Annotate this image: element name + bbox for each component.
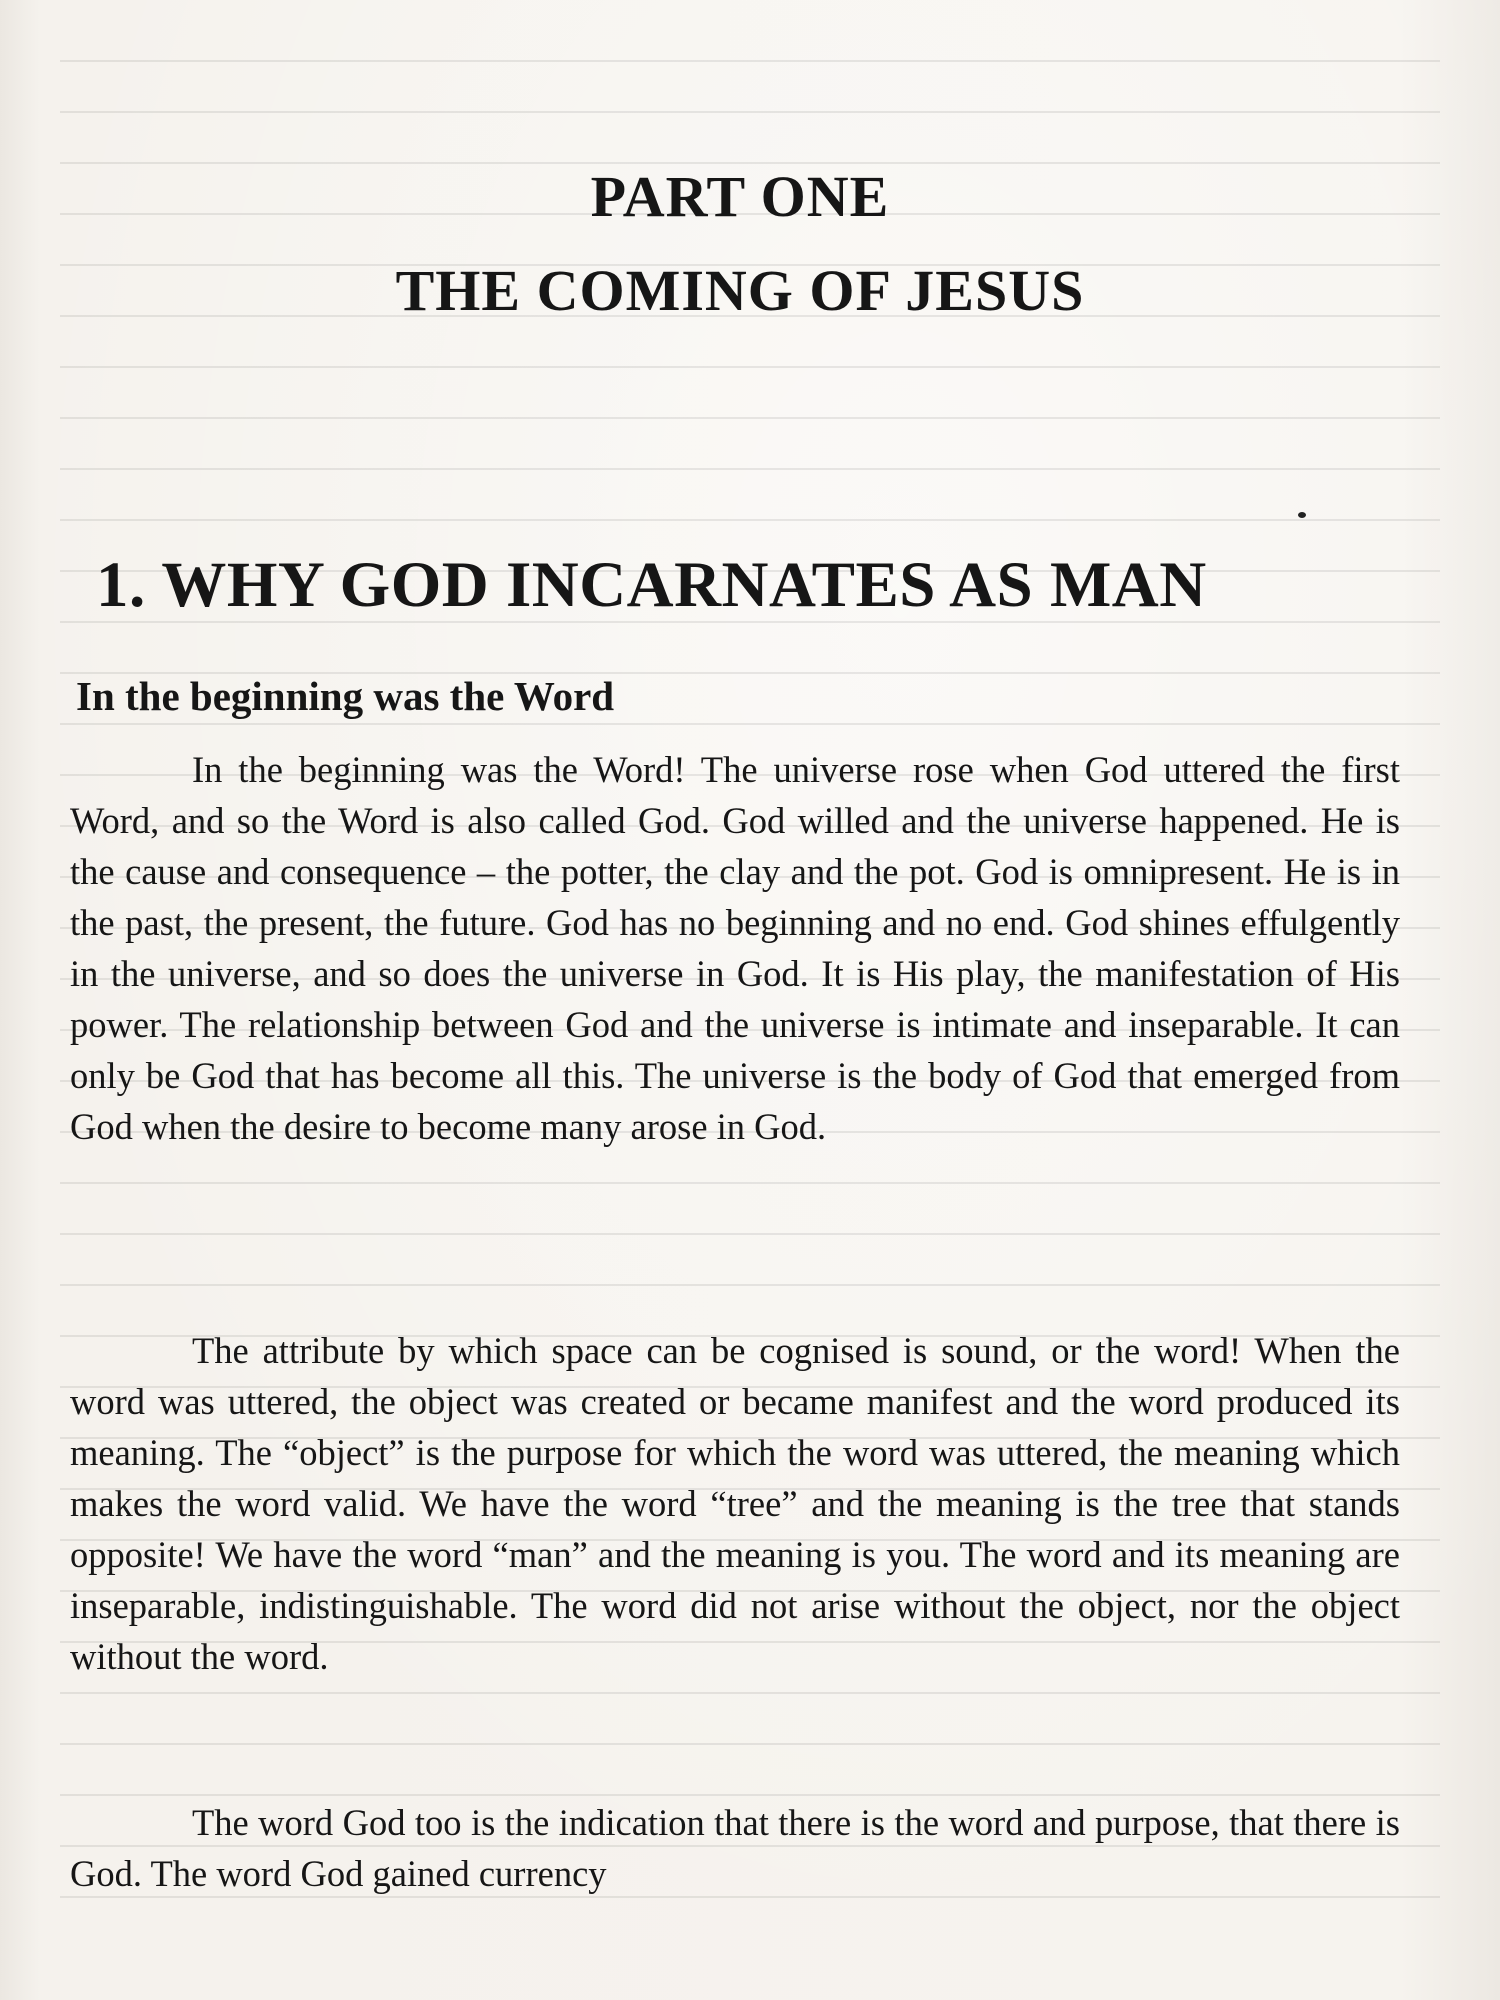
paragraph-1: In the beginning was the Word! The universe rose when God uttered the first Word, and so the Word is also called God. God willed and the universe happened. He is the cause and consequence – the potter, the clay and the pot. God is omnipresent. He is in the past, the present, the future. God has no beginning and no end. God shines effulgently in the universe, and so does the universe in God. It is His play, the manifestation of His power. The relationship between God and the universe is intimate and inseparable. It can only be God that has become all this. The universe is the body of God that emerged from God when the desire to become many arose in God. — [70, 749, 1400, 1147]
chapter-title: 1. WHY GOD INCARNATES AS MAN — [96, 549, 1207, 621]
ink-speck — [1298, 512, 1306, 518]
part-title — [0, 150, 1480, 338]
paragraph-3: The word God too is the indication that there is the word and purpose, that there is God. The word God gained currency — [70, 1802, 1400, 1894]
paragraph-2: The attribute by which space can be cognised is sound, or the word! When the word was uttered, the object was created or became manifest and the word produced its meaning. The “object” is the purpose for which the word was uttered, the meaning which makes the word valid. We have the word “tree” and the meaning is the tree that stands opposite! We have the word “man” and the meaning is you. The word and its meaning are inseparable, indistinguishable. The word did not arise without the object, nor the object without the word. — [70, 1330, 1400, 1677]
part-number: PART ONE — [590, 164, 890, 229]
part-name: THE COMING OF JESUS — [395, 258, 1085, 323]
section-heading: In the beginning was the Word — [76, 673, 615, 719]
